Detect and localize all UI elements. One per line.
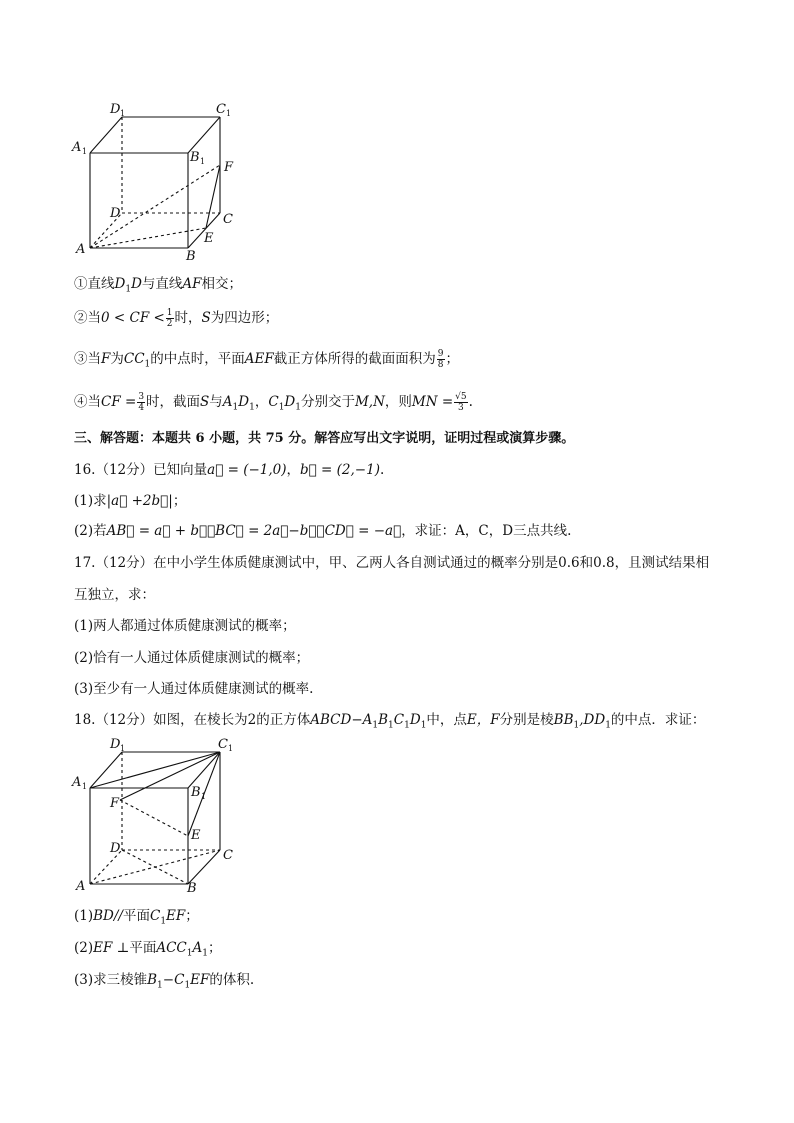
label-F: F xyxy=(110,796,120,811)
label-B: B xyxy=(186,249,196,264)
label-B1: B xyxy=(190,150,200,165)
q17-part-3: (3)至少有一人通过体质健康测试的概率. xyxy=(74,681,314,697)
svg-text:1: 1 xyxy=(228,744,234,753)
cube-figure-1 xyxy=(70,95,250,265)
label-B1: B xyxy=(191,785,201,800)
svg-text:1: 1 xyxy=(82,782,88,791)
label-A: A xyxy=(76,242,86,257)
label-A1: A xyxy=(72,140,82,155)
label-E: E xyxy=(191,828,201,843)
q17-part-2: (2)恰有一人通过体质健康测试的概率； xyxy=(74,650,310,666)
q16-part-1: (1)求|a⃗ +2b⃗|； xyxy=(74,493,187,509)
fraction-three-quarters: $\frac{3}{4}$ xyxy=(138,392,145,413)
q18-part-1: (1)BD//平面$C_1EF$； xyxy=(74,908,199,927)
label-C: C xyxy=(223,848,233,863)
statement-3: ③当F为$CC_1$的中点时，平面AEF截正方体所得的截面面积为 $\frac{9}{8}$ ； xyxy=(74,349,459,370)
label-D: D xyxy=(110,841,121,856)
section-3-title: 三、解答题：本题共 6 小题，共 75 分。解答应写出文字说明，证明过程或演算步骤。 xyxy=(74,431,575,446)
cube-figure-2 xyxy=(70,730,250,898)
figure-1-labels xyxy=(71,102,234,264)
fraction-one-half: $\frac{1}{2}$ xyxy=(166,308,173,329)
svg-text:1: 1 xyxy=(200,157,206,166)
svg-text:1: 1 xyxy=(82,147,88,156)
svg-text:1: 1 xyxy=(120,109,126,118)
statement-4: ④当CF = $\frac{3}{4}$ 时，截面S与$A_1D_1$，$C_1D_1$分别交于M,N，则MN = $\frac{√5}{3}$ . xyxy=(74,392,473,413)
q17-stem-line-1: 17.（12分）在中小学生体质健康测试中，甲、乙两人各自测试通过的概率分别是0.6和0.8，且测试结果相 xyxy=(74,555,710,571)
label-B: B xyxy=(187,881,197,896)
label-C: C xyxy=(223,212,233,227)
statement-2: ②当0 < CF < $\frac{1}{2}$ 时，S为四边形； xyxy=(74,308,279,329)
q18-part-2: (2)EF ⊥平面$ACC_1A_1$； xyxy=(74,940,222,959)
fraction-nine-eighths: $\frac{9}{8}$ xyxy=(437,349,444,370)
label-A1: A xyxy=(72,775,82,790)
label-D: D xyxy=(110,206,121,221)
svg-text:1: 1 xyxy=(120,744,126,753)
svg-text:1: 1 xyxy=(201,792,207,801)
q18-stem: 18.（12分）如图，在棱长为2的正方体$ABCD-A_1B_1C_1D_1$中，点E，F分别是棱$BB_1,DD_1$的中点．求证： xyxy=(74,712,706,731)
q17-stem-line-2: 互独立，求： xyxy=(74,587,155,603)
label-C1: C xyxy=(218,737,228,752)
label-A: A xyxy=(76,879,86,894)
label-D1: D xyxy=(110,737,121,752)
q17-part-1: (1)两人都通过体质健康测试的概率； xyxy=(74,618,296,634)
label-D1: D xyxy=(110,102,121,117)
svg-text:1: 1 xyxy=(226,109,232,118)
q16-part-2: (2)若AB⃗ = a⃗ + b⃗，BC⃗ = 2a⃗−b⃗，CD⃗ = −a⃗，求证：A，C，D三点共线. xyxy=(74,523,572,539)
label-C1: C xyxy=(216,102,226,117)
label-F: F xyxy=(224,160,234,175)
statement-1: ①直线$D_1D$与直线AF相交； xyxy=(74,276,243,295)
fraction-root5-over-3: $\frac{√5}{3}$ xyxy=(455,392,467,413)
q18-part-3: (3)求三棱锥$B_1-C_1EF$的体积. xyxy=(74,972,255,991)
q16-stem: 16.（12分）已知向量a⃗ = (−1,0)，b⃗ = (2,−1). xyxy=(74,462,385,478)
label-E: E xyxy=(204,231,214,246)
